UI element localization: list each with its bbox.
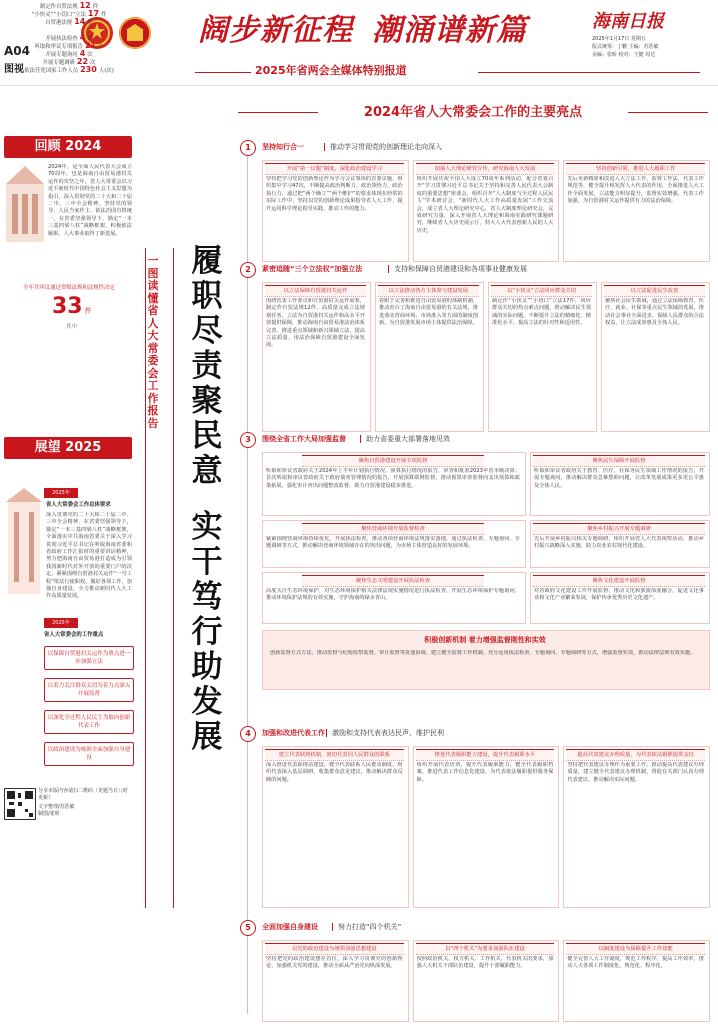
review-illustration [4,164,46,244]
page-number: A04 [4,44,30,58]
stat-unit: 次 [87,36,93,42]
vertical-slogan-2: 实干笃行助发展 [191,509,223,755]
section-subtitle: 努力打造“四个机关” [338,923,402,931]
section-number-circle: 1 [240,140,256,156]
outlook-text: 深入贯彻党的二十大和二十届二中、三中全会精神，在省委坚强领导下，锚定“一本三基四梁八柱”战略框架，全面落实中共海南省委关于深入学习贯彻习近平总书记在听取海南省委和省政府工作汇报时的重要讲话精神，努力把海南自由贸易港打造成为引领我国新时代对外开放的重要门户的决定，紧紧围绕自贸港封关运作“一号工程”依法行使职权，做好各项工作，加强自身建设，全力推动新时代人大工作高质量发展。 [46,512,132,600]
card-text: 组织开展代表培训，提升代表履职能力，健全代表履职档案，推进代表工作信息化建设，为代表依法履职提供服务保障。 [416,762,554,783]
top-divider [0,85,718,86]
section-subtitle: 推动学习贯彻党的创新理论走向深入 [330,143,442,151]
header-title-part1: 阔步新征程 [198,13,353,48]
stat-label: “小快灵”“小切口”立法 [31,12,86,18]
section-title-divider [326,729,327,737]
stat-unit: 个 [98,44,104,50]
card-text: 坚持把代表建议办理作为重要工作，推动提高代表建议办理质量，建立健全代表建议办理机制，督促有关部门认真办理代表建议，推动解决实际问题。 [567,762,704,783]
card-text: 对省政府文化建设工作开展监督，推动文化和旅游深度融合，促进文化事业和文化产业繁荣发展，保护传承优秀历史文化遗产。 [534,588,704,602]
stat-value: 17 [87,9,100,18]
stat-unit: 人(次) [98,68,114,74]
card-text: 聚焦社会民生领域，通过立法保障教育、医疗、就业、社保等重点民生领域的发展，推动社会事业全面进步，保障人民群众的合法权益，让立法成果惠及全体人民。 [605,298,704,327]
big-number-value: 33 [52,294,83,319]
section-title-divider [388,265,389,273]
review-title: 回顾 2024 [34,139,102,154]
stat-unit: 件 [87,20,93,26]
section-title: 加强和改进代表工作 [262,729,325,737]
stat-label: 开展专题调研 [42,60,75,66]
review-text: 2024年，是全面人民代表大会成立70周年，也是海南自由贸易港封关运作的攻坚之年。省人大常委会以习近平新时代中国特色社会主义思想为指引，深入贯彻党的二十大和二十届二中、三中全会精神，坚持党的领导、人民当家作主、依法治国有机统一，在省委坚强领导下，锚定“一本三基四梁八柱”战略框架，积极依法履职，人大事业取得了新进展。 [48,164,132,237]
outlook-title: 展望 2025 [34,440,102,455]
card-text: 听取和审议省政府关于教育、医疗、社保等民生领域工作情况的报告，开展专题询问，推动解决群众急难愁盼问题，让改革发展成果更多更公平惠及全体人民。 [534,468,704,489]
stat-row [4,66,134,75]
stat-label: 开展专题询问 [45,52,78,58]
date-line: 2025年1月17日 星期五 [592,36,646,42]
card-text: 高度关注生态环境保护，对生态环境保护相关法律法规实施情况进行执法检查，开展生态环境保护专题询问，推动环境保护法规的有效实施，守护海南的绿水青山。 [266,588,520,602]
task-item: 以着力关注群众关切为着力点深入开展监督 [44,678,134,702]
main-title-deco-left [238,112,318,113]
card-text: 深入推进代表联络站建设，健全代表联系人民群众制度，组织代表深入基层调研，收集群众意见建议，推动解决群众反映的问题。 [266,762,403,783]
section-subtitle: 助力省委重大部署落地见效 [366,435,450,443]
section-number-circle: 4 [240,726,256,742]
card-heading: 开展“第一议题”制度，深化政治建设学习 [265,163,404,175]
stat-unit: 次 [87,52,93,58]
stat-unit: 次 [90,60,96,66]
stat-value: 21 [84,41,97,50]
card-text: 围绕省委工作要点和自贸港封关运作需要，制定作自贸法规12件，高质量完成立法规划任务，立法为自贸港封关运作和高水平开放提供保障，推动海南自由贸易港法治体系完善，推进重点领域和新兴领域立法，提高立法质量，用法治保障自贸港建设全面发展。 [266,298,365,349]
big-number [52,294,112,319]
main-title-bar [238,100,708,126]
section-number-circle: 3 [240,432,256,448]
main-title-deco-right [628,112,708,113]
card-heading: 提高代表建议办理质量，为代表依法履职提供支持 [566,749,705,761]
card-text: 坚持把学习党的创新理论作为学习会议事项的首要议题，组织集中学习47次，不断提高政治判断力、政治领悟力、政治执行力，通过把“两个确立”“两个维护”的要求体现在经常的实际工作中，坚持以党的创新理论成果指导省人大工作，提升运用科学理论指导实践、推动工作的能力。 [266,176,403,212]
banner-rule-right [173,248,174,908]
task-item: 以深化全过程人民民主为取向创新代表工作 [44,710,134,734]
stat-value: 22 [76,57,89,66]
card-heading: 以“小快灵”立法回应群众关切 [491,285,592,297]
outlook-illustration [4,488,44,598]
card-text: 坚持把党的政治建设摆在首位，深入学习贯彻党的创新理论，加强机关党的建设，推动全面从严治党向纵深发展。 [266,956,403,970]
card-heading: 以立法保障自贸港封关运作 [265,285,366,297]
qr-caption: 分享本版内容请扫二维码（见题当日八时更新） [38,788,129,801]
card-heading: 建立代表联络机制，密切代表同人民群众的联系 [265,749,404,761]
vertical-banner-title: 一图读懂省人大常委会工作报告 [147,254,159,430]
editor-line-2: 美编：张昕 校对：王健 周达 [592,52,656,58]
stat-label: 自贸港法规 [45,20,73,26]
card-heading: 聚焦乡村振兴开展专题调研 [533,523,705,535]
section-title-divider [360,435,361,443]
stat-unit: 件 [101,12,107,18]
header-rule-right [478,72,700,73]
section-title-divider [332,923,333,931]
header-rule-left [195,72,251,73]
card-text: 听取和审议省政府关于2024年上半年计划执行情况、预算执行情况的报告，审查和批准2023年省本级决算；首次听取和审议省政府关于政府债务管理情况的报告，开展预算联网监督，推动预算审查监督向支出预算和政策拓展，强化审计查出问题整改监督，助力自贸港建设稳步推进。 [266,468,520,489]
card-text: 先后更新精简和改进人大立法工作，监督工作法，代表工作规范等，健全提升和发挥人大代表的作用，全面推进人大工作全面发展，立法能力明显提升，监督实效增强，代表工作加强，为自贸港封关运作提供有力的法治保障。 [567,176,704,205]
vertical-banner [137,88,189,1024]
outlook-subtitle: 省人大常委会工作总体要求 [46,502,111,508]
editor-line-1: 版式统筹：丁鹏 主编：苏浩敏 [592,44,659,50]
section-title: 坚持知行合一 [262,143,304,151]
card-heading: 聚焦民生保障开展监督 [533,455,705,467]
card-heading: 以制度建设为保障提升工作效能 [566,943,705,955]
stats-intro: 全年共审议通过省级法规和法规性决定 [23,285,115,291]
card-text: 先后开展乡村振兴相关专题调研，组织开展省人大代表视察活动，推动乡村振兴战略深入实施，助力农业农村现代化建设。 [534,536,704,550]
section-title: 全面加强自身建设 [262,923,318,931]
paper-name-logo: 海南日报 [592,11,664,32]
card-text: 紧紧围绕营商环境持续优化，开展执法检查，推动各项营商环境法规落实落地，通过执法检查、专题询问、专题调研等方式，推动解决营商环境领域存在的突出问题，为市场主体营造良好的发展环境。 [266,536,520,550]
outlook-year-badge: 2025年 [44,488,78,498]
big-number-unit: 件 [84,307,92,315]
card-heading: 聚焦自贸港建设开展专项监督 [302,455,484,467]
section-title-divider [324,143,325,151]
stat-label: 听取和审议专项报告 [34,44,83,50]
section-subtitle: 激励和支持代表表达民声、维护民利 [332,729,444,737]
outlook-header [4,437,132,459]
vertical-slogan-1: 履职尽责聚民意 [191,243,223,489]
stat-value: 230 [80,65,97,74]
page-section: 图视 [4,64,24,75]
stat-unit: 件 [92,4,99,10]
card-text: 着眼于完善和推进自由贸易港的体制机制，推动出台了海南自由贸易港的有关法规，推进落实营商环境、市场准入等方面的制度创新，为自贸港发展市场主体提供法治保障。 [379,298,478,327]
tasks-year-badge: 2025年 [44,618,78,628]
header-subtitle: 2025年省两会全媒体特别报道 [255,64,407,77]
card-text: 按照政治机关、权力机关、工作机关、代表机关的要求，加强人大机关干部队伍建设，提升干部履职能力。 [416,956,554,970]
credits: 文字整理/苏浩敏 制图/张昕 [38,804,75,817]
card-text: 制定作“小快灵”“小切口”立法17件，回应群众关切的热点难点问题，推动解决民生领域的实际问题，不断提升立法的精细化、精准化水平，提高立法的针对性和适用性。 [492,298,591,327]
header-title-part2: 潮涌谱新篇 [372,13,527,48]
stats-sub-label: 其中 [66,324,78,330]
innovation-banner-text: 创新监督方式方法，推动监督与纪检监察监督、审计监督等贯通协调，建立健全监督工作机制，充分运用执法检查、专题询问、专题调研等方式，增强监督实效，推动法律法规有效实施。 [270,650,696,656]
section-number-circle: 5 [240,920,256,936]
section-subtitle: 支持和保障自贸港建设和各项事业健康发展 [394,265,527,273]
stat-value: 4 [79,33,86,42]
innovation-banner-head: 积极创新机制 着力增强监督刚性和实效 [424,636,546,644]
card-heading: 以立法促进民生改善 [604,285,705,297]
task-item: 以政治建设为统领全面加强自身建设 [44,742,134,766]
section-title: 紧密追随“三个立法权”加强立法 [262,265,363,273]
stat-label: 依法任免国家工作人员 [24,68,79,74]
stat-row [4,18,134,27]
card-heading: 聚焦文化建设开展监督 [533,575,705,587]
review-header [4,136,132,158]
stat-value: 4 [79,49,86,58]
card-heading: 以立法推动各方主体参与建设发展 [378,285,479,297]
section-number-circle: 2 [240,262,256,278]
task-item: 以保障自贸港封关运作为重点进一步加强立法 [44,646,134,670]
card-heading: 以“四个机关”为要求加强队伍建设 [416,943,555,955]
stat-label: 开展执法检查 [45,36,78,42]
stat-label: 制定作自贸法规 [39,4,78,10]
card-heading: 加强人大理论研究宣传，研究海南人大发展 [416,163,555,175]
qr-code[interactable] [4,788,36,820]
main-title: 2024年省人大常委会工作的主要亮点 [363,105,583,120]
card-text: 组织开展庆祝全国人大成立70周年系列活动，配合省委召开“学习贯彻习近平总书记关于坚持和完善人民代表大会制度的重要思想”座谈会，组织召开“人大制度与全过程人民民主”学术研讨会，“新时代人大工作高质量发展”工作交流会，成立省人大理论研究中心，省人大制度理论研究会，完成研究力量，深入开展省人大理论和海南实践研究课题研究，继续省人大历史展示厅，特大人大代表创新人民的人大历史。 [416,176,554,234]
card-heading: 聚焦营商环境开展监督检查 [302,523,484,535]
card-heading: 推进代表履职能力建设，提升代表履职水平 [416,749,555,761]
section-title: 围绕全省工作大局加强监督 [262,435,346,443]
card-text: 健全完善人大工作制度，规范工作程序，提高工作效率，推动人大各项工作制度化、规范化、程序化。 [567,956,704,970]
tasks-title: 省人大常委会的工作重点 [44,632,104,638]
card-heading: 聚焦生态文明建设开展执法检查 [302,575,484,587]
stat-value: 14 [74,17,86,26]
card-heading: 坚持创新引领，推进人大履职工作 [566,163,705,175]
stat-value: 12 [79,1,91,10]
card-heading: 以党的政治建设为统领加强思想建设 [265,943,404,955]
